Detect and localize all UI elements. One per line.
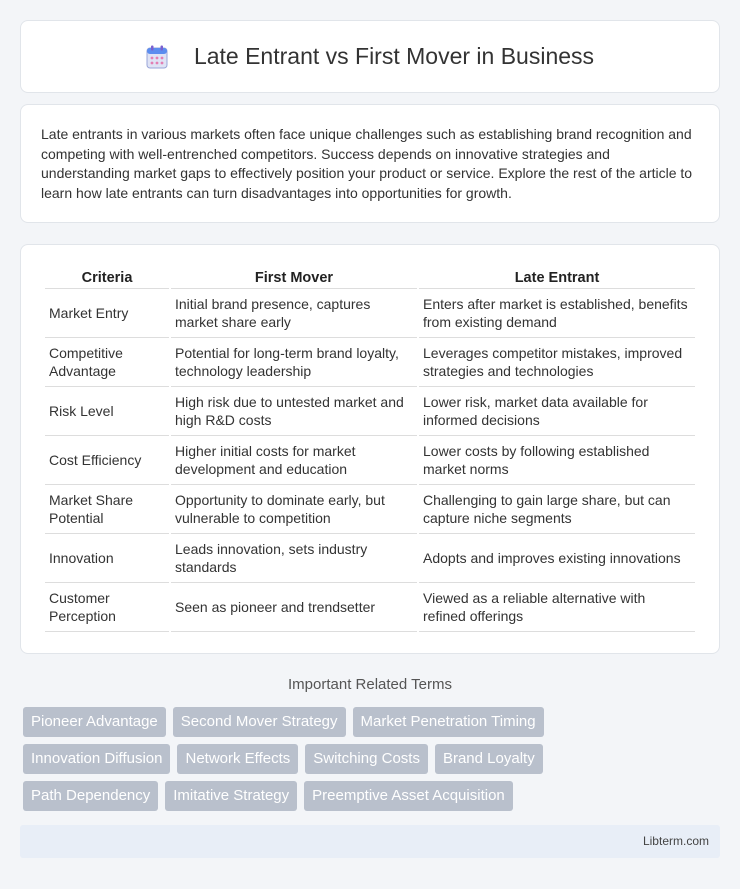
table-cell-criteria: Innovation [45,534,169,583]
tag-row [23,707,723,737]
intro-card [20,104,720,223]
table-cell-late-entrant: Adopts and improves existing innovations [419,534,695,583]
table-cell-first-mover: Higher initial costs for market development and education [171,436,417,485]
table-row [45,583,695,632]
table-row [45,485,695,534]
table-cell-criteria: Customer Perception [45,583,169,632]
table-row [45,289,695,338]
column-header-late-entrant: Late Entrant [419,265,695,289]
tag-market-penetration-timing[interactable]: Market Penetration Timing [353,707,544,737]
table-row [45,338,695,387]
comparison-card [20,244,720,654]
tag-brand-loyalty[interactable]: Brand Loyalty [435,744,543,774]
table-row [45,534,695,583]
header-card [20,20,720,93]
table-cell-late-entrant: Viewed as a reliable alternative with refined offerings [419,583,695,632]
table-cell-late-entrant: Lower risk, market data available for informed decisions [419,387,695,436]
column-header-first-mover: First Mover [171,265,417,289]
comparison-table [43,265,697,632]
calendar-icon [146,45,168,69]
table-cell-first-mover: Seen as pioneer and trendsetter [171,583,417,632]
table-cell-late-entrant: Leverages competitor mistakes, improved strategies and technologies [419,338,695,387]
table-row [45,436,695,485]
table-cell-criteria: Market Share Potential [45,485,169,534]
table-cell-first-mover: Potential for long-term brand loyalty, technology leadership [171,338,417,387]
table-header-row [45,265,695,289]
tag-imitative-strategy[interactable]: Imitative Strategy [165,781,297,811]
column-header-criteria: Criteria [45,265,169,289]
tag-row [23,781,723,811]
intro-text: Late entrants in various markets often face unique challenges such as establishing brand recognition and competing with well-entrenched competitors. Success depends on innovative strategies and understanding market gaps to effectively position your product or service. Explore the rest of the article to learn how late entrants can turn disadvantages into opportunities for growth. [41,126,693,201]
tag-second-mover-strategy[interactable]: Second Mover Strategy [173,707,346,737]
tag-row [23,744,723,774]
table-cell-first-mover: High risk due to untested market and high R&D costs [171,387,417,436]
tag-network-effects[interactable]: Network Effects [177,744,298,774]
related-terms-tags [23,707,723,818]
table-cell-criteria: Cost Efficiency [45,436,169,485]
page-title: Late Entrant vs First Mover in Business [193,43,595,69]
related-terms-title: Important Related Terms [288,676,452,693]
footer-site-link[interactable]: Libterm.com [642,834,709,848]
tag-switching-costs[interactable]: Switching Costs [305,744,428,774]
tag-preemptive-asset-acquisition[interactable]: Preemptive Asset Acquisition [304,781,513,811]
tag-innovation-diffusion[interactable]: Innovation Diffusion [23,744,170,774]
table-cell-first-mover: Leads innovation, sets industry standards [171,534,417,583]
table-cell-criteria: Competitive Advantage [45,338,169,387]
table-cell-first-mover: Initial brand presence, captures market share early [171,289,417,338]
tag-pioneer-advantage[interactable]: Pioneer Advantage [23,707,166,737]
table-cell-late-entrant: Lower costs by following established market norms [419,436,695,485]
footer [20,825,720,858]
table-cell-late-entrant: Enters after market is established, benefits from existing demand [419,289,695,338]
table-cell-late-entrant: Challenging to gain large share, but can capture niche segments [419,485,695,534]
table-cell-criteria: Market Entry [45,289,169,338]
table-row [45,387,695,436]
table-cell-first-mover: Opportunity to dominate early, but vulnerable to competition [171,485,417,534]
table-cell-criteria: Risk Level [45,387,169,436]
tag-path-dependency[interactable]: Path Dependency [23,781,158,811]
